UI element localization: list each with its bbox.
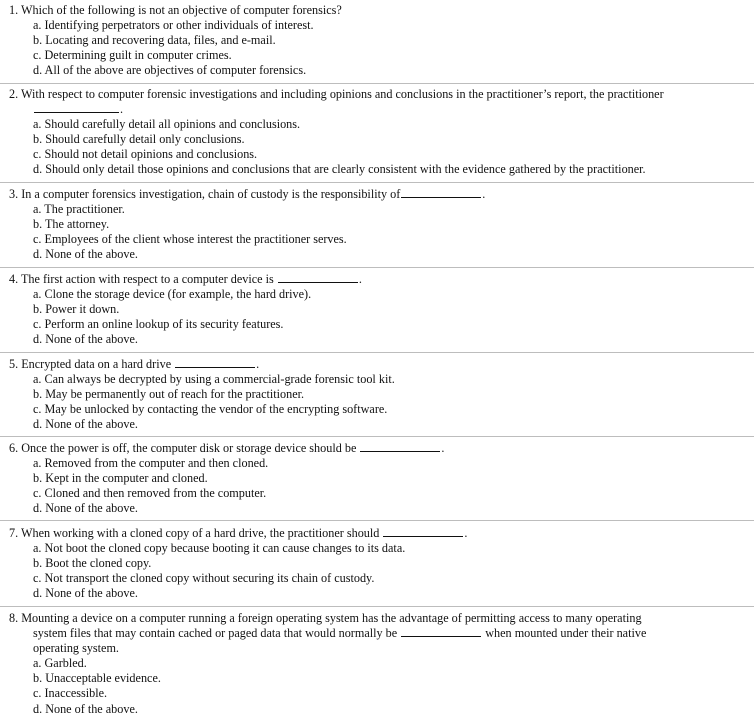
question-1	[9, 3, 753, 78]
question-6	[9, 441, 753, 516]
option-a: a. Identifying perpetrators or other individuals of interest.	[33, 18, 314, 33]
answer-blank	[360, 442, 440, 452]
option-b: b. Power it down.	[33, 302, 120, 317]
question-stem: 1. Which of the following is not an objective of computer forensics?	[9, 3, 342, 17]
option-a: a. Garbled.	[33, 656, 87, 671]
option-b: b. May be permanently out of reach for the practitioner.	[33, 387, 305, 402]
question-stem: 7. When working with a cloned copy of a hard drive, the practitioner should .	[9, 526, 468, 540]
option-b: b. Unacceptable evidence.	[33, 671, 161, 686]
option-d: d. Should only detail those opinions and conclusions that are clearly consistent with the evidence gathered by the practitioner.	[33, 162, 646, 177]
answer-blank	[34, 103, 119, 113]
answer-blank	[401, 627, 481, 637]
option-c: c. May be unlocked by contacting the vendor of the encrypting software.	[33, 402, 388, 417]
question-7	[9, 526, 753, 601]
option-a: a. Removed from the computer and then cloned.	[33, 456, 269, 471]
option-a: a. Can always be decrypted by using a commercial-grade forensic tool kit.	[33, 372, 395, 387]
question-stem: 5. Encrypted data on a hard drive .	[9, 357, 260, 371]
option-b: b. Boot the cloned copy.	[33, 556, 152, 571]
option-c: c. Should not detail opinions and conclusions.	[33, 147, 258, 162]
question-divider	[0, 267, 754, 268]
option-d: d. None of the above.	[33, 247, 138, 262]
question-stem: 2. With respect to computer forensic investigations and including opinions and conclusions in the practitioner’s report, the practitioner	[9, 87, 664, 101]
option-b: b. Kept in the computer and cloned.	[33, 471, 208, 486]
option-a: a. Not boot the cloned copy because booting it can cause changes to its data.	[33, 541, 406, 556]
question-3	[9, 187, 753, 262]
question-divider	[0, 83, 754, 84]
question-5	[9, 357, 753, 432]
question-divider	[0, 352, 754, 353]
option-a: a. The practitioner.	[33, 202, 125, 217]
question-stem-continued: operating system.	[33, 641, 119, 656]
question-8	[9, 611, 753, 717]
answer-blank	[383, 527, 463, 537]
option-d: d. None of the above.	[33, 332, 138, 347]
question-divider	[0, 606, 754, 607]
question-stem-continued: .	[9, 102, 753, 117]
answer-blank	[401, 188, 481, 198]
question-stem: 8. Mounting a device on a computer running a foreign operating system has the advantage of permitting access to many operating	[9, 611, 642, 625]
question-stem: 6. Once the power is off, the computer disk or storage device should be .	[9, 441, 445, 455]
question-stem-continued: system files that may contain cached or paged data that would normally be when mounted under their native	[33, 626, 647, 641]
answer-blank	[175, 358, 255, 368]
option-c: c. Not transport the cloned copy without securing its chain of custody.	[33, 571, 375, 586]
question-divider	[0, 182, 754, 183]
option-d: d. None of the above.	[33, 501, 138, 516]
question-4	[9, 272, 753, 347]
question-2	[9, 87, 753, 178]
question-stem: 3. In a computer forensics investigation, chain of custody is the responsibility of .	[9, 187, 486, 201]
option-c: c. Employees of the client whose interest the practitioner serves.	[33, 232, 347, 247]
question-divider	[0, 520, 754, 521]
option-b: b. The attorney.	[33, 217, 110, 232]
option-a: a. Clone the storage device (for example, the hard drive).	[33, 287, 312, 302]
option-a: a. Should carefully detail all opinions and conclusions.	[33, 117, 301, 132]
option-d: d. None of the above.	[33, 417, 138, 432]
option-c: c. Cloned and then removed from the computer.	[33, 486, 267, 501]
answer-blank	[278, 273, 358, 283]
option-b: b. Should carefully detail only conclusions.	[33, 132, 245, 147]
question-divider	[0, 436, 754, 437]
option-d: d. None of the above.	[33, 701, 138, 716]
option-c: c. Inaccessible.	[33, 686, 108, 701]
option-d: d. All of the above are objectives of computer forensics.	[33, 63, 307, 78]
option-c: c. Perform an online lookup of its security features.	[33, 317, 284, 332]
option-c: c. Determining guilt in computer crimes.	[33, 48, 232, 63]
option-b: b. Locating and recovering data, files, and e-mail.	[33, 33, 276, 48]
question-stem: 4. The first action with respect to a computer device is .	[9, 272, 362, 286]
option-d: d. None of the above.	[33, 586, 138, 601]
